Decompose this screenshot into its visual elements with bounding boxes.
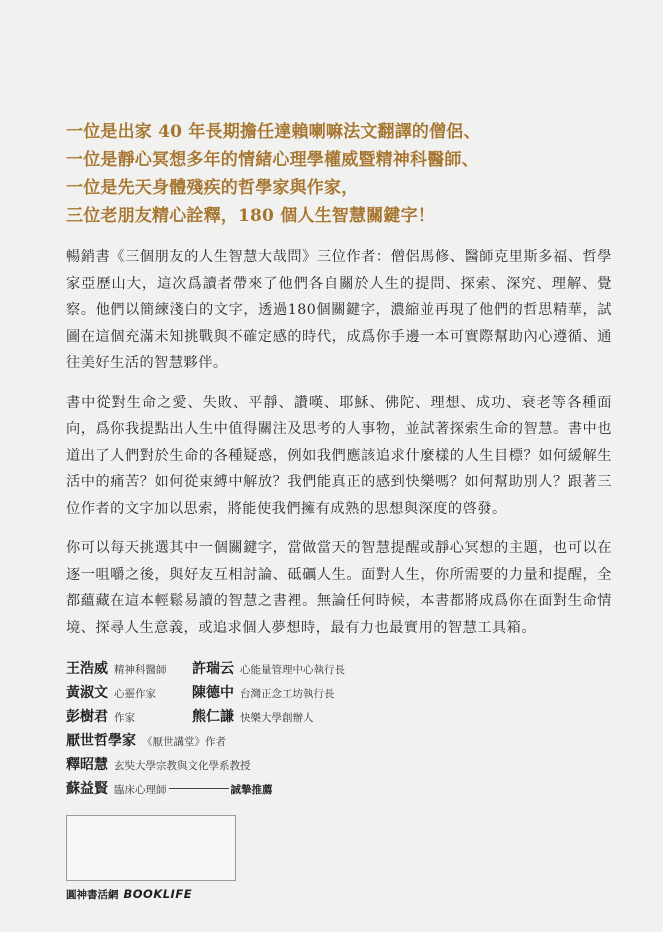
endorser-row bbox=[66, 658, 626, 682]
publisher-name: 圓神書活網 bbox=[66, 889, 119, 901]
recommend-label: 誠摯推薦 bbox=[230, 784, 273, 796]
endorser bbox=[66, 658, 167, 678]
endorser-role: 快樂大學創辦人 bbox=[240, 712, 314, 724]
description-paragraph-1: 暢銷書《三個朋友的人生智慧大哉問》三位作者：僧侶馬修、醫師克里斯多福、哲學家亞歷山大，這次爲讀者帶來了他們各自關於人生的提問、探索、深究、理解、覺察。他們以簡練淺白的文字，透過180個關鍵字，濃縮並再現了他們的哲思精華，試圖在這個充滿未知挑戰與不確定感的時代，成爲你手邊一本可實際幫助內心遵循、通往美好生活的智慧夥伴。 bbox=[66, 249, 612, 371]
publisher-brand: BOOKLIFE bbox=[123, 887, 193, 901]
endorser-row bbox=[66, 682, 626, 706]
endorser-name: 王浩威 bbox=[66, 661, 108, 677]
endorser-row bbox=[66, 754, 626, 778]
divider-line bbox=[169, 788, 229, 789]
endorser-role: 台灣正念工坊執行長 bbox=[240, 688, 335, 700]
barcode-area bbox=[66, 815, 236, 881]
endorser-name: 厭世哲學家 bbox=[66, 733, 136, 749]
endorser-name: 蘇益賢 bbox=[66, 781, 108, 797]
endorser-name: 陳德中 bbox=[192, 685, 234, 701]
endorser-role: 作家 bbox=[114, 712, 135, 724]
endorser bbox=[66, 754, 251, 774]
endorser-list bbox=[66, 658, 626, 802]
publisher-logo bbox=[66, 883, 192, 902]
endorser bbox=[66, 682, 156, 702]
endorser bbox=[66, 730, 226, 750]
endorser-name: 許瑞云 bbox=[192, 661, 234, 677]
endorser-role: 臨床心理師 bbox=[114, 784, 167, 796]
endorser-row bbox=[66, 730, 626, 754]
endorser-name: 熊仁謙 bbox=[192, 709, 234, 725]
tagline-line-1: 一位是出家 40 年長期擔任達賴喇嘛法文翻譯的僧侶、 bbox=[66, 122, 481, 142]
endorser bbox=[192, 706, 314, 726]
endorser-role: 《厭世講堂》作者 bbox=[142, 736, 226, 748]
endorser bbox=[66, 706, 135, 726]
endorser-name: 釋昭慧 bbox=[66, 757, 108, 773]
endorser-role: 玄奘大學宗教與文化學系教授 bbox=[114, 760, 251, 772]
tagline-line-3: 一位是先天身體殘疾的哲學家與作家， bbox=[66, 178, 359, 198]
description-paragraph-3: 你可以每天挑選其中一個關鍵字，當做當天的智慧提醒或靜心冥想的主題，也可以在逐一咀嚼之後，與好友互相討論、砥礪人生。面對人生，你所需要的力量和提醒，全都蘊藏在這本輕鬆易讀的智慧之書裡。無論任何時候，本書都將成爲你在面對生命情境、探尋人生意義，或追求個人夢想時，最有力也最實用的智慧工具箱。 bbox=[66, 540, 612, 636]
endorser bbox=[192, 682, 335, 702]
endorser-name: 黃淑文 bbox=[66, 685, 108, 701]
endorser-row bbox=[66, 706, 626, 730]
tagline-line-2: 一位是靜心冥想多年的情緒心理學權威暨精神科醫師、 bbox=[66, 150, 479, 170]
endorser bbox=[192, 658, 345, 678]
description-paragraph-2: 書中從對生命之愛、失敗、平靜、讚嘆、耶穌、佛陀、理想、成功、衰老等各種面向，爲你我提點出人生中值得關注及思考的人事物，並試著探索生命的智慧。書中也道出了人們對於生命的各種疑惑，例如我們應該追求什麼樣的人生目標？如何緩解生活中的痛苦？如何從束縛中解放？我們能真正的感到快樂嗎？如何幫助別人？跟著三位作者的文字加以思索，將能使我們擁有成熟的思想與深度的啓發。 bbox=[66, 394, 612, 517]
endorser-name: 彭樹君 bbox=[66, 709, 108, 725]
tagline-line-4: 三位老朋友精心詮釋，180 個人生智慧關鍵字！ bbox=[66, 206, 436, 226]
endorser-role: 心能量管理中心執行長 bbox=[240, 664, 345, 676]
endorser bbox=[66, 778, 273, 798]
endorser-role: 心靈作家 bbox=[114, 688, 156, 700]
endorser-role: 精神科醫師 bbox=[114, 664, 167, 676]
description bbox=[66, 244, 612, 654]
tagline bbox=[66, 118, 626, 230]
endorser-row bbox=[66, 778, 626, 802]
